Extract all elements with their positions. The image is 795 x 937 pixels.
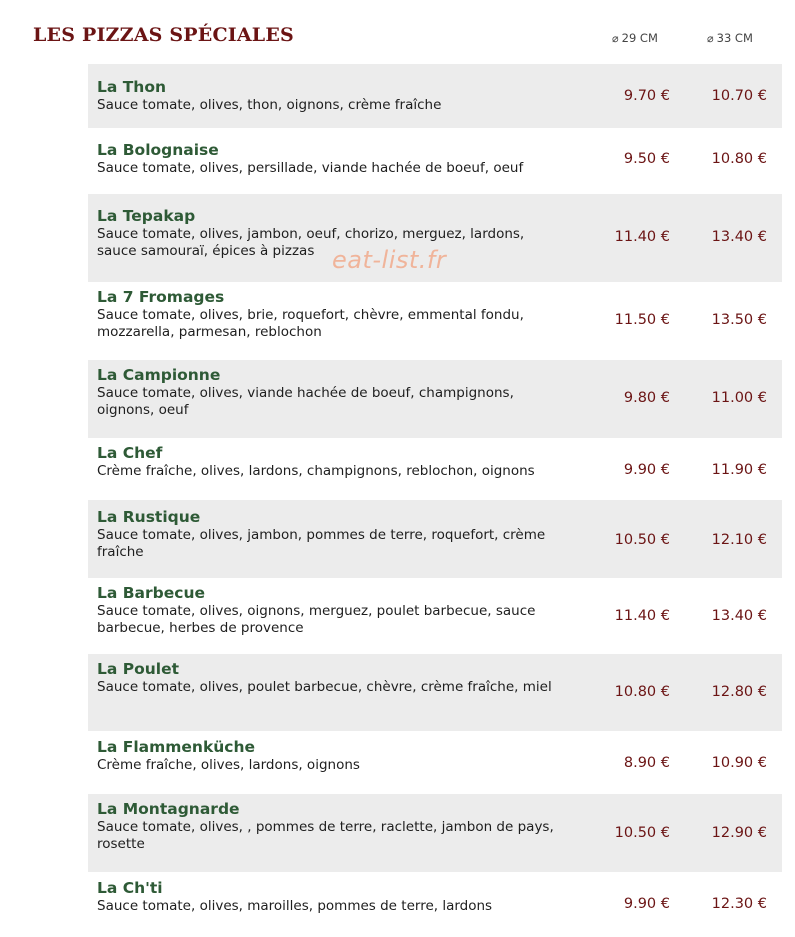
menu-item [88, 194, 782, 282]
menu-item [88, 872, 782, 935]
pizza-ingredients: Sauce tomate, olives, persillade, viande hachée de boeuf, oeuf [97, 160, 524, 176]
menu-item [88, 360, 782, 438]
size-29-label: 29 CM [621, 31, 658, 45]
menu-item [88, 794, 782, 872]
price-29cm: 10.50 € [614, 532, 670, 548]
pizza-name: La Flammenküche [97, 738, 256, 756]
price-29cm: 9.80 € [623, 390, 670, 406]
pizza-ingredients: Sauce tomate, olives, poulet barbecue, chèvre, crème fraîche, miel [97, 679, 552, 695]
menu-item [88, 731, 782, 794]
diameter-icon: ⌀ [707, 32, 714, 45]
section-title: LES PIZZAS SPÉCIALES [33, 24, 294, 46]
pizza-ingredients: Sauce tomate, olives, maroilles, pommes de terre, lardons [97, 898, 493, 914]
pizza-name: La Campionne [97, 366, 221, 384]
diameter-icon: ⌀ [612, 32, 619, 45]
pizza-ingredients: Sauce tomate, olives, thon, oignons, crème fraîche [97, 97, 442, 113]
menu-item [88, 64, 782, 128]
price-29cm: 11.50 € [614, 312, 670, 328]
price-33cm: 12.80 € [711, 684, 767, 700]
watermark: eat-list.fr [332, 246, 447, 274]
size-33-label: 33 CM [716, 31, 753, 45]
price-33cm: 12.10 € [711, 532, 767, 548]
price-29cm: 9.70 € [623, 88, 670, 104]
price-33cm: 10.80 € [711, 151, 767, 167]
price-29cm: 11.40 € [614, 608, 670, 624]
price-33cm: 13.40 € [711, 229, 767, 245]
pizza-name: La Thon [97, 78, 167, 96]
size-column-33cm [707, 31, 753, 45]
pizza-ingredients: Sauce tomate, olives, jambon, pommes de terre, roquefort, crème fraîche [97, 527, 546, 560]
pizza-name: La Ch'ti [97, 879, 163, 897]
pizza-name: La Bolognaise [97, 141, 219, 159]
size-column-29cm [612, 31, 658, 45]
pizza-name: La Rustique [97, 508, 201, 526]
price-33cm: 12.90 € [711, 825, 767, 841]
price-29cm: 10.50 € [614, 825, 670, 841]
menu-item [88, 500, 782, 578]
pizza-name: La Chef [97, 444, 163, 462]
pizza-ingredients: Sauce tomate, olives, brie, roquefort, chèvre, emmental fondu, mozzarella, parmesan, reblochon [97, 307, 524, 340]
pizza-ingredients: Crème fraîche, olives, lardons, oignons [97, 757, 360, 773]
price-33cm: 12.30 € [711, 896, 767, 912]
pizza-name: La Montagnarde [97, 800, 240, 818]
pizza-ingredients: Sauce tomate, olives, , pommes de terre, raclette, jambon de pays, rosette [97, 819, 554, 852]
menu-item [88, 654, 782, 731]
price-29cm: 11.40 € [614, 229, 670, 245]
pizza-name: La Tepakap [97, 207, 196, 225]
pizza-list [88, 64, 782, 935]
menu-header [0, 0, 795, 64]
price-29cm: 9.90 € [623, 896, 670, 912]
price-29cm: 9.90 € [623, 462, 670, 478]
pizza-ingredients: Crème fraîche, olives, lardons, champignons, reblochon, oignons [97, 463, 535, 479]
pizza-ingredients: Sauce tomate, olives, jambon, oeuf, chorizo, merguez, lardons, sauce samouraï, épices à pizzas [97, 226, 525, 259]
pizza-ingredients: Sauce tomate, olives, oignons, merguez, poulet barbecue, sauce barbecue, herbes de provence [97, 603, 536, 636]
pizza-name: La 7 Fromages [97, 288, 225, 306]
price-33cm: 11.00 € [711, 390, 767, 406]
pizza-ingredients: Sauce tomate, olives, viande hachée de boeuf, champignons, oignons, oeuf [97, 385, 514, 418]
price-29cm: 9.50 € [623, 151, 670, 167]
menu-item [88, 578, 782, 654]
price-29cm: 8.90 € [623, 755, 670, 771]
menu-item [88, 438, 782, 500]
pizza-name: La Poulet [97, 660, 180, 678]
price-29cm: 10.80 € [614, 684, 670, 700]
price-33cm: 10.70 € [711, 88, 767, 104]
price-33cm: 13.40 € [711, 608, 767, 624]
price-33cm: 13.50 € [711, 312, 767, 328]
menu-item [88, 128, 782, 194]
price-33cm: 10.90 € [711, 755, 767, 771]
price-33cm: 11.90 € [711, 462, 767, 478]
pizza-name: La Barbecue [97, 584, 205, 602]
menu-item [88, 282, 782, 360]
